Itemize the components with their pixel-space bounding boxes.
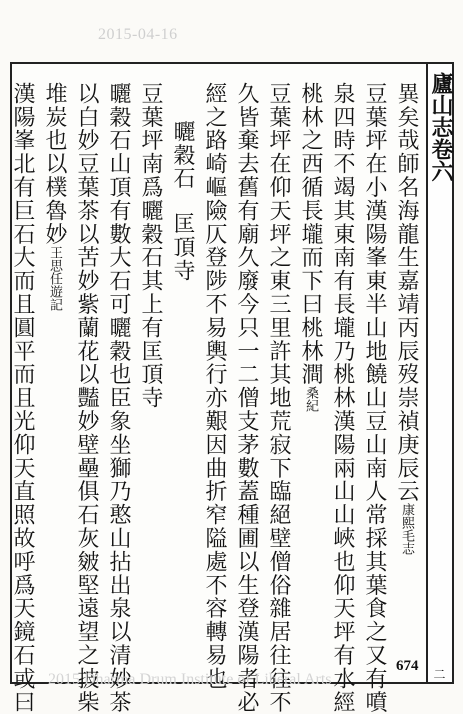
- text-column-3: 桃林之西循長壠而下曰桃林澗桑紀: [298, 82, 323, 413]
- text-column-11: 堆炭也以樸魯妙王思任遊記: [42, 82, 67, 311]
- text-column-2: 泉四時不竭其東南有長壠乃桃林漢陽兩山山峽也仰天坪有水經: [330, 82, 355, 714]
- text-column-1: 豆葉坪在小漢陽峯東半山地饒山豆山南人常採其葉食之又有噴: [362, 82, 387, 714]
- text-column-4: 豆葉坪在仰天坪之東三里許其地荒寂下臨絕壁僧俗雜居往往不: [266, 82, 291, 714]
- watermark: 2015 Dharma Drum Institute of Liberal Arts: [48, 671, 332, 688]
- text-column-9: 曬穀石山頂有數大石可曬穀也臣象坐獅乃憨山拈出泉以清妙茶: [106, 82, 131, 714]
- text-column-5: 久皆棄去舊有廟久廢今只一二僧支茅數蓋種圃以生登漢陽者必: [234, 82, 259, 714]
- margin-page: 二: [432, 668, 446, 680]
- page-number: 674: [396, 658, 419, 674]
- text-column-12: 漢陽峯北有巨石大而且圓平而且光仰天直照故呼爲天鏡石或曰: [10, 82, 35, 714]
- text-column-10: 以白妙豆葉茶以苦妙紫蘭花以豔妙壁壘俱石灰皴堅遠望之披柴: [74, 82, 99, 714]
- book-page: [10, 62, 454, 714]
- margin-title: 廬山志卷六: [428, 72, 454, 182]
- text-column-8: 豆葉坪南爲曬穀石其上有匡頂寺: [138, 82, 163, 410]
- margin-band: [426, 64, 452, 682]
- text-column-6: 經之路崎嶇險仄登陟不易輿行亦艱因曲折窄隘處不容轉易也: [202, 82, 227, 691]
- date-stamp: 2015-04-16: [98, 26, 178, 43]
- text-column-0: 異矣哉師名海龍生嘉靖丙辰歿崇禎庚辰云康熙毛志: [394, 82, 419, 556]
- text-column-7: 曬穀石匡頂寺: [170, 120, 195, 283]
